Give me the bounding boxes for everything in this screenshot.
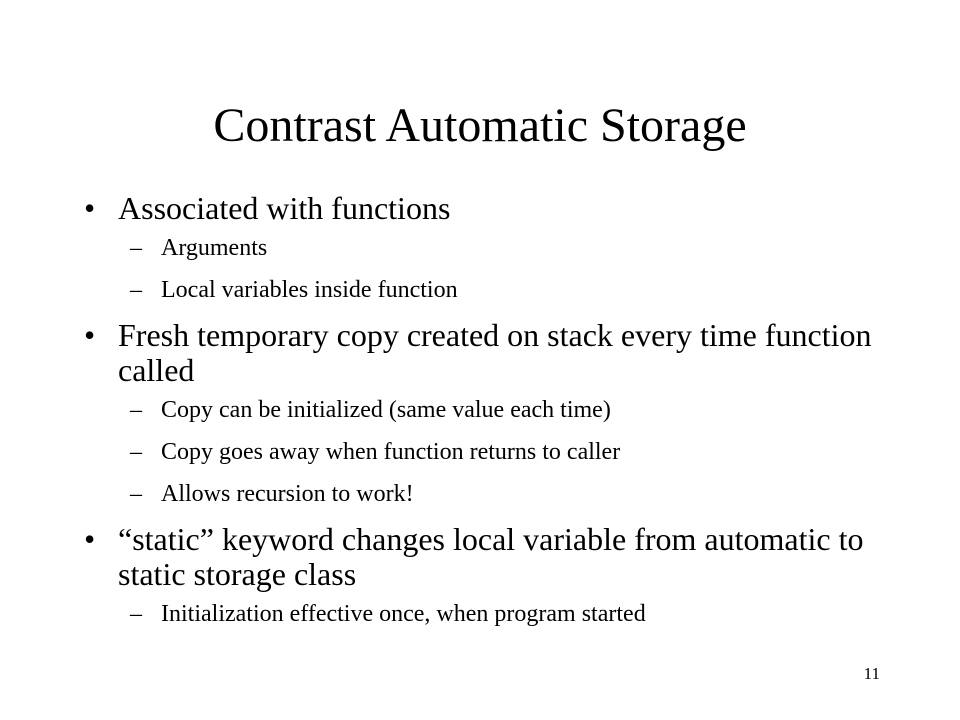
sub-item-text: Initialization effective once, when program started (161, 601, 646, 627)
sub-item-text: Copy can be initialized (same value each time) (161, 397, 611, 423)
dash-icon: – (130, 277, 142, 303)
sub-list (0, 234, 960, 304)
sub-list (0, 396, 960, 508)
bullet-text: Fresh temporary copy created on stack every time function called (118, 317, 872, 388)
dash-icon: – (130, 481, 142, 507)
bullet-item (0, 318, 960, 388)
dash-icon: – (130, 601, 142, 627)
sub-item-text: Copy goes away when function returns to caller (161, 439, 621, 465)
slide-title: Contrast Automatic Storage (213, 99, 747, 152)
slide-content (0, 191, 960, 628)
sub-item (0, 276, 960, 304)
page-number: 11 (863, 664, 880, 683)
bullet-item (0, 522, 960, 592)
bullet-icon: • (84, 521, 96, 557)
bullet-icon: • (84, 190, 96, 226)
dash-icon: – (130, 439, 142, 465)
sub-list (0, 600, 960, 628)
sub-item (0, 438, 960, 466)
sub-item-text: Arguments (161, 235, 268, 261)
sub-item (0, 600, 960, 628)
bullet-icon: • (84, 317, 96, 353)
bullet-text: “static” keyword changes local variable from automatic to static storage class (118, 521, 864, 592)
bullet-item (0, 191, 960, 226)
bullet-text: Associated with functions (118, 190, 451, 226)
dash-icon: – (130, 235, 142, 261)
sub-item (0, 480, 960, 508)
dash-icon: – (130, 397, 142, 423)
sub-item (0, 396, 960, 424)
sub-item-text: Allows recursion to work! (161, 481, 414, 507)
sub-item-text: Local variables inside function (161, 277, 458, 303)
sub-item (0, 234, 960, 262)
